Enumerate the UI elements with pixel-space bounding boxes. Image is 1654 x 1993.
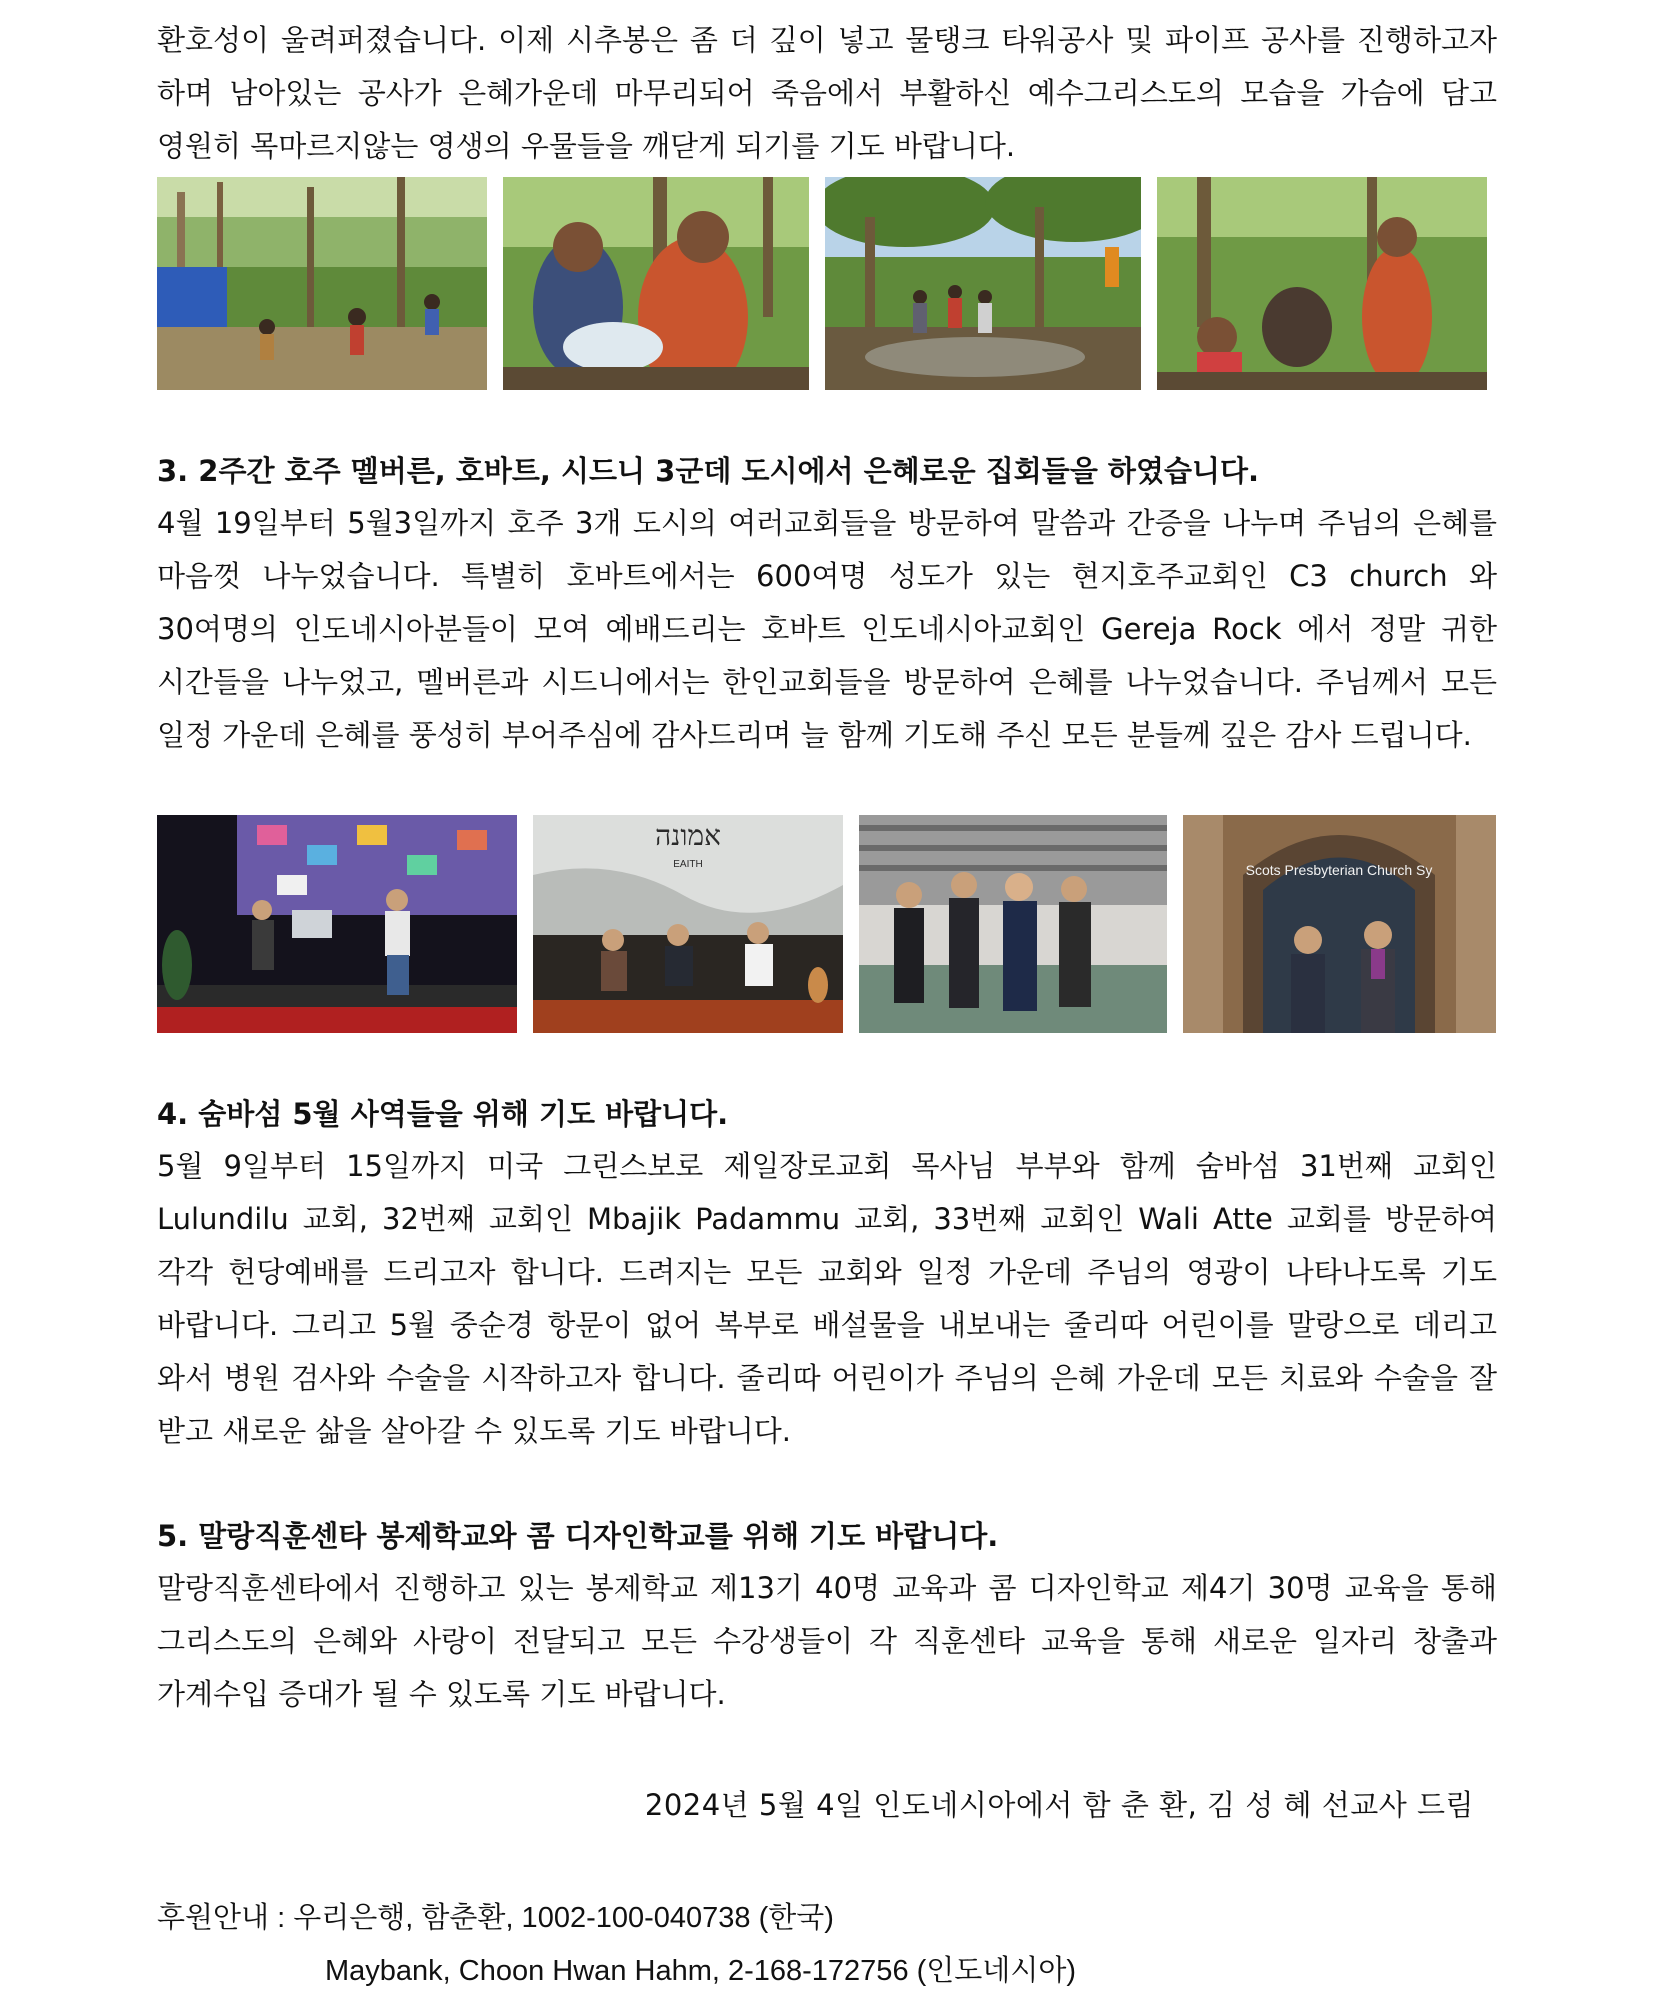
water-splash-photo-2 (1157, 177, 1487, 390)
section-4-heading: 4. 숨바섬 5월 사역들을 위해 기도 바랍니다. (157, 1097, 729, 1131)
support-info-line-1 (157, 1895, 834, 1936)
well-drilling-photo (157, 177, 487, 390)
children-at-well-photo (825, 177, 1141, 390)
intro-paragraph: 환호성이 울려퍼졌습니다. 이제 시추봉은 좀 더 깊이 넣고 물탱크 타워공사 및 파이프 공사를 진행하고자 하며 남아있는 공사가 은혜가운데 마무리되어 죽음에서 부활하신 예수그리스도의 모습을 가슴에 담고 영원히 목마르지않는 영생의 우물들을 깨닫게 되기를 기도 바랍니다. (157, 23, 1497, 163)
stage-preaching-photo (157, 815, 517, 1033)
section-3-heading: 3. 2주간 호주 멜버른, 호바트, 시드니 3군데 도시에서 은혜로운 집회들을 하였습니다. (157, 454, 1260, 488)
panel-interview-photo (533, 815, 843, 1033)
church-front-photo (1183, 815, 1496, 1033)
svg-text:אמונה: אמונה (655, 821, 721, 852)
stage-screen-text: EAITH (673, 859, 703, 870)
support-account-indonesia: Maybank, Choon Hwan Hahm, 2-168-172756 (인도네시아) (325, 1955, 1077, 1987)
group-portrait-photo (859, 815, 1167, 1033)
section-5-body: 말랑직훈센타에서 진행하고 있는 봉제학교 제13기 40명 교육과 콤 디자인학교 제4기 30명 교육을 통해 그리스도의 은혜와 사랑이 전달되고 모든 수강생들이 각 직훈센타 교육을 통해 새로운 일자리 창출과 가계수입 증대가 될 수 있도록 기도 바랍니다. (157, 1571, 1497, 1711)
support-label: 후원안내 : (157, 1902, 294, 1934)
section-4-body: 5월 9일부터 15일까지 미국 그린스보로 제일장로교회 목사님 부부와 함께 숨바섬 31번째 교회인 Lulundilu 교회, 32번째 교회인 Mbajik Padammu 교회, 33번째 교회인 Wali Atte 교회를 방문하여 각각 헌당예배를 드리고자 합니다. 드려지는 모든 교회와 일정 가운데 주님의 영광이 나타나도록 기도 바랍니다. 그리고 5월 중순경 항문이 없어 복부로 배설물을 내보내는 줄리따 어린이를 말랑으로 데리고 와서 병원 검사와 수술을 시작하고자 합니다. 줄리따 어린이가 주님의 은혜 가운데 모든 치료와 수술을 잘 받고 새로운 삶을 살아갈 수 있도록 기도 바랍니다. (157, 1149, 1497, 1448)
section-3-body: 4월 19일부터 5월3일까지 호주 3개 도시의 여러교회들을 방문하여 말씀과 간증을 나누며 주님의 은혜를 마음껏 나누었습니다. 특별히 호바트에서는 600여명 성도가 있는 현지호주교회인 C3 church 와 30여명의 인도네시아분들이 모여 예배드리는 호바트 인도네시아교회인 Gereja Rock 에서 정말 귀한 시간들을 나누었고, 멜버른과 시드니에서는 한인교회들을 방문하여 은혜를 나누었습니다. 주님께서 모든 일정 가운데 은혜를 풍성히 부어주심에 감사드리며 늘 함께 기도해 주신 모든 분들께 깊은 감사 드립니다. (157, 506, 1497, 752)
signature-line: 2024년 5월 4일 인도네시아에서 함 춘 환, 김 성 혜 선교사 드림 (644, 1788, 1474, 1822)
water-splash-photo-1 (503, 177, 809, 390)
support-account-korea: 우리은행, 함춘환, 1002-100-040738 (한국) (293, 1902, 834, 1934)
section-5-heading: 5. 말랑직훈센타 봉제학교와 콤 디자인학교를 위해 기도 바랍니다. (157, 1519, 999, 1553)
church-sign-text: Scots Presbyterian Church Sy (1245, 862, 1433, 878)
